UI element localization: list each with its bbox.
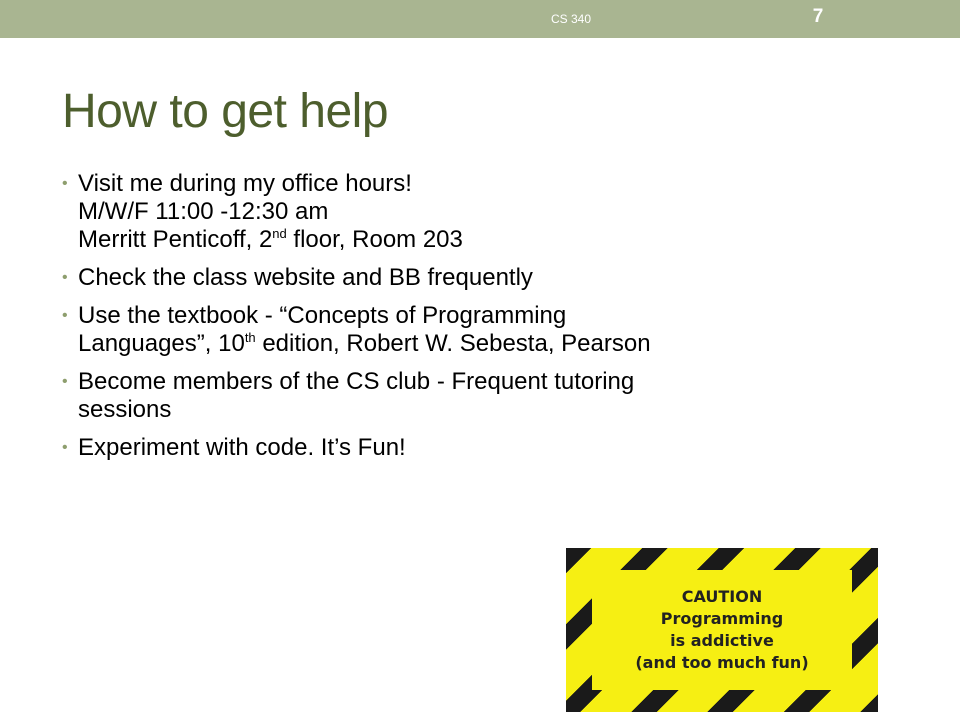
caution-heading: CAUTION <box>681 587 763 606</box>
bullet-text: Check the class website and BB frequently <box>78 264 533 291</box>
caution-sign-panel <box>592 570 852 690</box>
bullet-dot-icon: • <box>62 175 68 192</box>
bullet-text: M/W/F 11:00 -12:30 am <box>78 198 329 225</box>
slide-number: 7 <box>812 6 824 27</box>
slide-title: How to get help <box>62 85 389 138</box>
caution-text: Programming <box>660 609 784 628</box>
bullet-cs-club <box>64 368 884 424</box>
bullet-experiment <box>64 434 884 462</box>
bullet-class-website <box>64 264 884 292</box>
bullet-text: sessions <box>78 396 172 423</box>
caution-sign-image <box>566 548 878 712</box>
bullet-dot-icon: • <box>62 373 68 390</box>
caution-text: (and too much fun) <box>635 653 809 672</box>
bullet-text: Languages”, 10th edition, Robert W. Sebesta, Pearson <box>78 330 651 357</box>
bullet-list <box>64 170 884 472</box>
bullet-text: Merritt Penticoff, 2nd floor, Room 203 <box>78 226 463 253</box>
bullet-text: Experiment with code. It’s Fun! <box>78 434 406 461</box>
bullet-office-hours <box>64 170 884 254</box>
caution-text: is addictive <box>670 631 774 650</box>
bullet-dot-icon: • <box>62 307 68 324</box>
bullet-dot-icon: • <box>62 439 68 456</box>
bullet-text: Visit me during my office hours! <box>78 170 412 197</box>
header-band <box>0 0 960 38</box>
bullet-textbook <box>64 302 884 358</box>
bullet-text: Use the textbook - “Concepts of Programming <box>78 302 567 329</box>
footer-text: CS 340 <box>550 12 592 26</box>
bullet-text: Become members of the CS club - Frequent tutoring <box>78 368 635 395</box>
bullet-dot-icon: • <box>62 269 68 286</box>
